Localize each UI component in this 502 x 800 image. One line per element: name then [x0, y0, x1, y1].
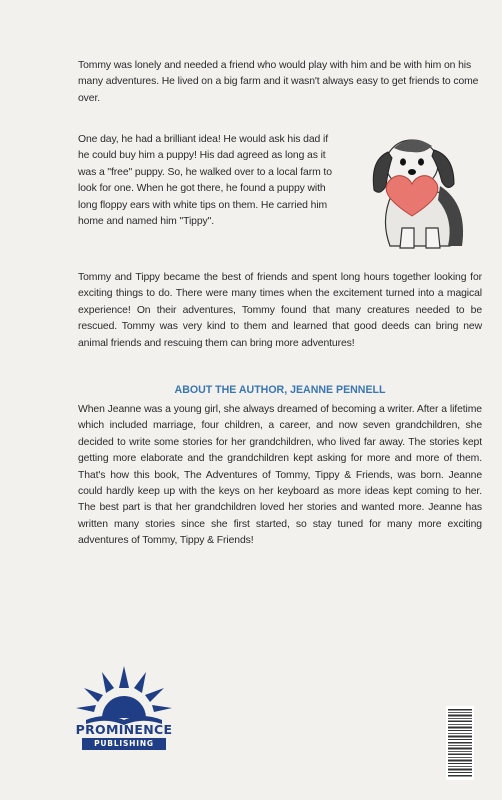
barcode-icon [446, 706, 474, 780]
dog-with-heart-icon [350, 124, 480, 254]
author-bio: When Jeanne was a young girl, she always dreamed of becoming a writer. After a lifetime which included marriage, four children, a career, and now seven grandchildren, she decided to write some stories for her grandchildren, who lived far away. The stories kept getting more elaborate and the grandchildren kept asking for more and more of them. That's how this book, The Adventures of Tommy, Tippy & Friends, was born. Jeanne could hardly keep up with the keys on her keyboard as more ideas kept coming to her. The best part is that her grandchildren loved her stories and wanted more. Jeanne has written many stories since she first started, so stay tuned for many more exciting adventures of Tommy, Tippy & Friends! [78, 404, 482, 547]
story-paragraph-2: One day, he had a brilliant idea! He would ask his dad if he could buy him a puppy! His dad agreed as long as it was a "free" puppy. So, he walked over to a local farm to look for one. When he got there, he found a puppy with long floppy ears with white tips on them. He carried him home and named him "Tippy". [78, 134, 332, 228]
publisher-sub: PUBLISHING [82, 738, 166, 750]
story-paragraph-3: Tommy and Tippy became the best of friends and spent long hours together looking for exciting things to do. There were many times when the excitement turned into a magical experience! On their adventures, Tommy found that many creatures needed to be rescued. Tommy was very kind to them and learned that good deeds can bring new animal friends and rescuing them can bring more adventures! [78, 272, 482, 349]
author-heading: ABOUT THE AUTHOR, JEANNE PENNELL [174, 384, 386, 396]
publisher-name: PROMINENCE [75, 722, 173, 737]
story-paragraph-1: Tommy was lonely and needed a friend who would play with him and be with him on his many adventures. He lived on a big farm and it wasn't always easy to get friends to come over. [78, 60, 479, 104]
